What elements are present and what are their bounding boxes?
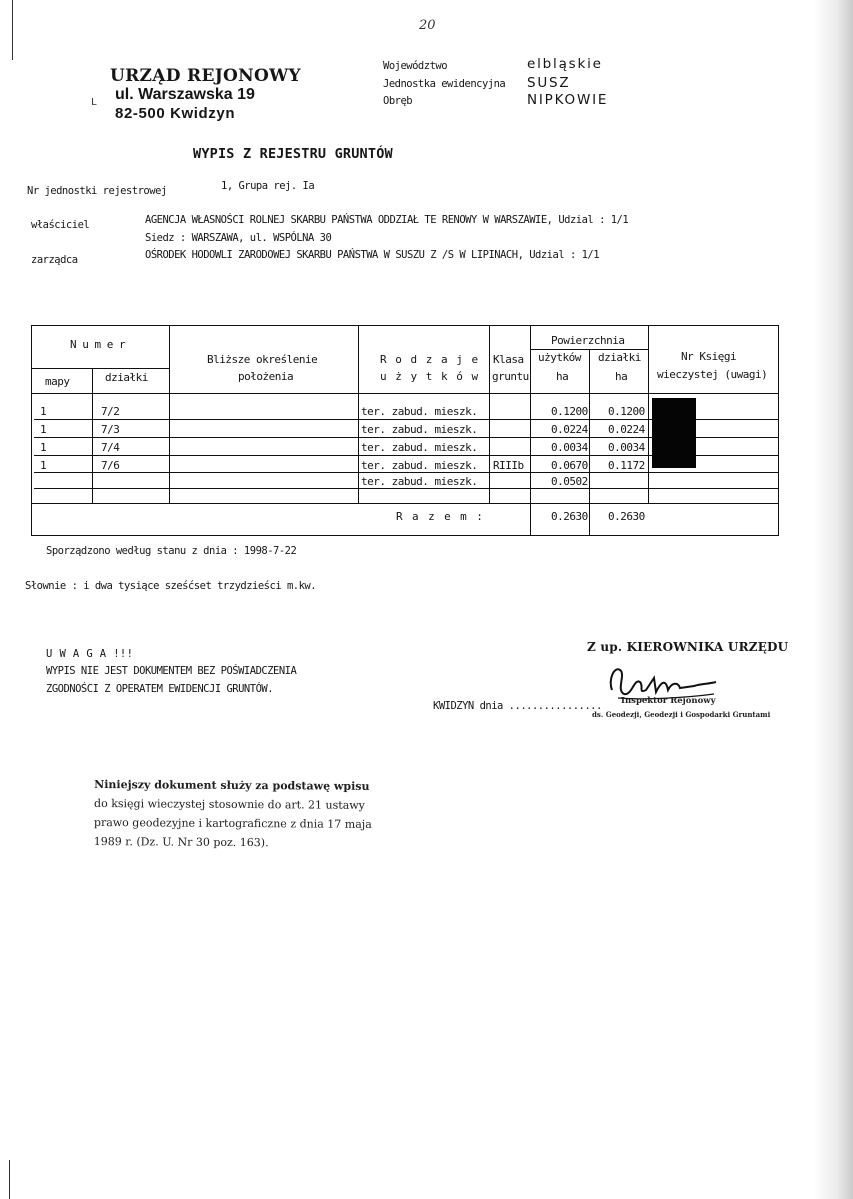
scan-edge-shadow bbox=[813, 0, 853, 1199]
table-grid-line bbox=[31, 368, 169, 369]
table-row-dzialki: 7/3 bbox=[101, 423, 120, 436]
signature-header: Z up. KIEROWNIKA URZĘDU bbox=[587, 640, 789, 654]
jednostka-value: SUSZ bbox=[527, 75, 571, 91]
table-row-rodzaj: ter. zabud. mieszk. bbox=[361, 405, 478, 418]
total-uzytkow: 0.2630 bbox=[551, 510, 588, 523]
table-grid-line bbox=[92, 368, 93, 503]
header-dzialki: działki bbox=[105, 371, 148, 384]
jednostka-label: Jednostka ewidencyjna bbox=[383, 78, 506, 90]
owner-label: właściciel bbox=[31, 219, 90, 231]
stamp-line-3: prawo geodezyjne i kartograficzne z dnia 17 maja bbox=[93, 815, 372, 831]
table-grid-line bbox=[648, 325, 649, 503]
header-ha-dzialki: ha bbox=[615, 370, 628, 383]
table-row-uzytkow: 0.1200 bbox=[551, 405, 588, 418]
stamp-line-4: 1989 r. (Dz. U. Nr 30 poz. 163). bbox=[93, 834, 269, 850]
table-grid-line bbox=[489, 325, 490, 503]
scan-edge-mark bbox=[9, 1160, 10, 1199]
redacted-block bbox=[652, 398, 696, 468]
table-row-dzialki: 7/2 bbox=[101, 405, 120, 418]
place-date-line: KWIDZYN dnia ................ bbox=[433, 700, 602, 712]
page-number: 20 bbox=[419, 18, 436, 33]
table-row-uzytkow: 0.0224 bbox=[551, 423, 588, 436]
table-grid-line bbox=[358, 325, 359, 503]
table-row-klasa: RIIIb bbox=[493, 459, 524, 472]
stamp-line-2: do księgi wieczystej stosownie do art. 21 ustawy bbox=[94, 796, 365, 812]
wojewodztwo-value: elbląskie bbox=[527, 56, 603, 72]
table-grid-line bbox=[530, 349, 648, 350]
table-row-rodzaj: ter. zabud. mieszk. bbox=[361, 459, 478, 472]
stamp-bracket-mark: L bbox=[91, 97, 98, 108]
header-ha-uzytkow: ha bbox=[556, 370, 569, 383]
total-dzialki: 0.2630 bbox=[608, 510, 645, 523]
table-row-mapy: 1 bbox=[40, 459, 47, 472]
header-blizsze-1: Bliższe określenie bbox=[207, 353, 318, 366]
table-row-uzytkow: 0.0502 bbox=[551, 475, 588, 488]
header-ksiegi-1: Nr Księgi bbox=[681, 350, 737, 363]
table-row-dzialki: 7/6 bbox=[101, 459, 120, 472]
manager-value: OŚRODEK HODOWLI ZARODOWEJ SKARBU PAŃSTWA W SUSZU Z /S W LIPINACH, Udzial : 1/1 bbox=[145, 249, 600, 261]
obreb-value: NIPKOWIE bbox=[527, 92, 609, 108]
manager-label: zarządca bbox=[31, 254, 78, 266]
header-rodzaje-2: u ż y t k ó w bbox=[380, 370, 480, 383]
total-label: R a z e m : bbox=[396, 510, 485, 523]
header-uzytkow: użytków bbox=[538, 351, 581, 364]
department-title: ds. Geodezji, Geodezji i Gospodarki Gruntami bbox=[592, 710, 771, 719]
table-row-uzytkow: 0.0670 bbox=[551, 459, 588, 472]
office-name: URZĄD REJONOWY bbox=[110, 66, 301, 86]
owner-line-2: Siedz : WARSZAWA, ul. WSPÓLNA 30 bbox=[145, 232, 332, 244]
header-numer: N u m e r bbox=[70, 338, 126, 351]
wojewodztwo-label: Województwo bbox=[383, 60, 448, 72]
registry-nr-label: Nr jednostki rejestrowej bbox=[27, 185, 167, 197]
owner-line-1: AGENCJA WŁASNOŚCI ROLNEJ SKARBU PAŃSTWA ODDZIAŁ TE RENOWY W WARSZAWIE, Udzial : 1/1 bbox=[145, 214, 629, 226]
slownie-line: Słownie : i dwa tysiące sześćset trzydzieści m.kw. bbox=[25, 580, 317, 592]
row-line bbox=[34, 472, 779, 473]
office-postal: 82-500 Kwidzyn bbox=[115, 105, 236, 122]
header-mapy: mapy bbox=[45, 375, 70, 388]
table-grid-line bbox=[31, 503, 779, 504]
uwaga-line-2: ZGODNOŚCI Z OPERATEM EWIDENCJI GRUNTÓW. bbox=[46, 683, 274, 695]
table-row-dzialki: 7/4 bbox=[101, 441, 120, 454]
scan-edge-mark bbox=[12, 0, 13, 60]
table-row-dzialki-ha: 0.1200 bbox=[608, 405, 645, 418]
header-klasa-1: Klasa bbox=[493, 353, 524, 366]
header-rodzaje-1: R o d z a j e bbox=[380, 353, 480, 366]
table-row-dzialki-ha: 0.0034 bbox=[608, 441, 645, 454]
uwaga-heading: U W A G A !!! bbox=[46, 648, 134, 660]
row-line bbox=[34, 488, 779, 489]
table-row-rodzaj: ter. zabud. mieszk. bbox=[361, 423, 478, 436]
table-row-dzialki-ha: 0.1172 bbox=[608, 459, 645, 472]
table-row-rodzaj: ter. zabud. mieszk. bbox=[361, 475, 478, 488]
header-ksiegi-2: wieczystej (uwagi) bbox=[657, 368, 768, 381]
uwaga-line-1: WYPIS NIE JEST DOKUMENTEM BEZ POŚWIADCZENIA bbox=[46, 665, 297, 677]
table-row-rodzaj: ter. zabud. mieszk. bbox=[361, 441, 478, 454]
office-street: ul. Warszawska 19 bbox=[115, 86, 255, 103]
obreb-label: Obręb bbox=[383, 95, 413, 107]
table-grid-line bbox=[589, 349, 590, 536]
table-row-uzytkow: 0.0034 bbox=[551, 441, 588, 454]
table-row-mapy: 1 bbox=[40, 423, 47, 436]
header-powierzchnia: Powierzchnia bbox=[551, 334, 625, 347]
page-title: WYPIS Z REJESTRU GRUNTÓW bbox=[193, 146, 393, 162]
table-grid-line bbox=[169, 325, 170, 503]
table-grid-line bbox=[530, 325, 531, 536]
sporzadzono-line: Sporządzono według stanu z dnia : 1998-7-22 bbox=[46, 545, 297, 557]
legal-stamp bbox=[94, 775, 385, 853]
stamp-line-1: Niniejszy dokument służy za podstawę wpisu bbox=[94, 777, 370, 793]
table-grid-line bbox=[31, 393, 779, 394]
header-blizsze-2: położenia bbox=[238, 370, 294, 383]
table-row-mapy: 1 bbox=[40, 405, 47, 418]
header-klasa-2: gruntu bbox=[492, 370, 529, 383]
registry-nr-value: 1, Grupa rej. Ia bbox=[221, 180, 315, 192]
header-dzialki-area: działki bbox=[598, 351, 641, 364]
inspector-title: Inspektor Rejonowy bbox=[621, 696, 716, 706]
table-row-dzialki-ha: 0.0224 bbox=[608, 423, 645, 436]
table-row-mapy: 1 bbox=[40, 441, 47, 454]
